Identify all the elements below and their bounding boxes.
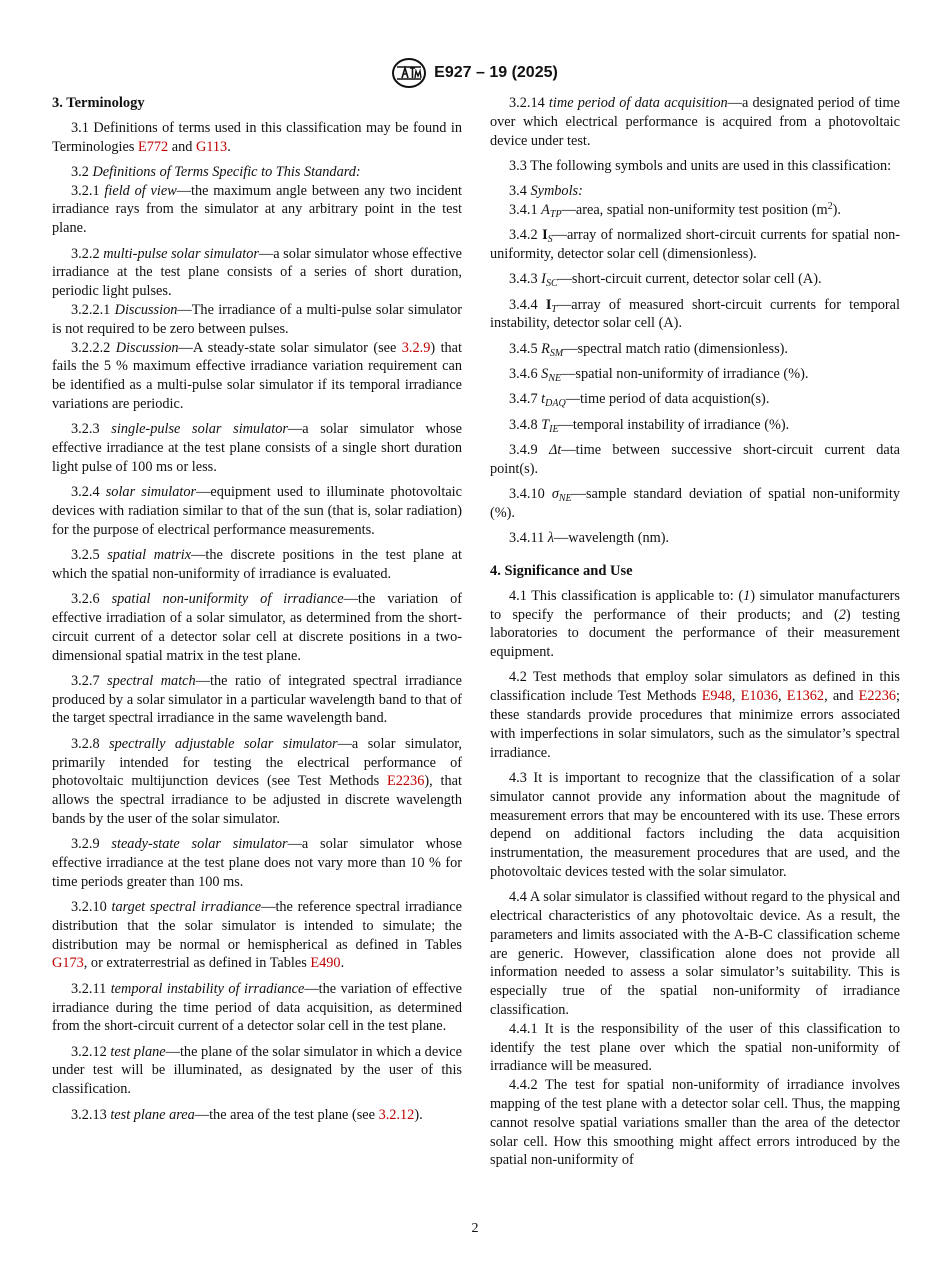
paragraph-3-2-3: 3.2.3 single-pulse solar simulator—a solar simulator whose effective irradiance at the test plane consists of a single short duration light pulse of 100 ms or less.	[52, 421, 462, 475]
symbol-3-4-9: 3.4.9 Δt—time between successive short-circuit current data point(s).	[490, 441, 901, 477]
paragraph-3-2-8: 3.2.8 spectrally adjustable solar simulator—a solar simulator, primarily intended for testing the electrical performance of photovoltaic multijunction devices (see Test Methods E2236), that allows the spectral irradiance to be adjusted in discrete wavelength bands by the user of the solar simulator.	[52, 735, 462, 827]
paragraph-3-2-2: 3.2.2 multi-pulse solar simulator—a solar simulator whose effective irradiance at the test plane consists of a series of short duration, periodic light pulses.	[52, 245, 462, 300]
symbol-3-4-1: 3.4.1 $A_{TP}—area$, spatial non-uniformity test position $(m^2)$.	[509, 200, 841, 220]
link-e1036[interactable]: E1036	[740, 688, 778, 705]
right-column	[490, 94, 900, 1170]
section-heading-terminology: 3. Terminology	[52, 95, 145, 111]
page-header	[0, 58, 950, 93]
paragraph-3-3: 3.3 The following symbols and units are used in this classification:	[509, 157, 892, 174]
paragraph-3-2-7: 3.2.7 spectral match—the ratio of integrated spectral irradiance produced by a solar simulator in a particular wavelength band to that of the target spectral irradiance in the same wavelength band.	[52, 672, 463, 727]
link-g173[interactable]: G173	[52, 955, 84, 972]
symbol-3-4-2: 3.4.2 $I_S—array$ of normalized short-circuit currents for spatial non-uniformity, detector solar cell (dimensionless).	[490, 227, 900, 263]
paragraph-3-2-5: 3.2.5 spatial matrix—the discrete positions in the test plane at which the spatial non-uniformity of irradiance is evaluated.	[52, 547, 463, 582]
link-e948[interactable]: E948	[701, 688, 732, 705]
symbol-3-4-6: 3.4.6 $S_{NE}—spatial$ non-uniformity of irradiance (%).	[509, 366, 809, 385]
link-3-2-12[interactable]: 3.2.12	[378, 1106, 415, 1123]
paragraph-3-2-6: 3.2.6 spatial non-uniformity of irradiance—the variation of effective irradiation of a solar simulator, as determined from the short-circuit current of a detector solar cell at discrete positions in a two-dimensional spatial matrix in the test plane.	[52, 591, 463, 664]
paragraph-3-1: 3.1 Definitions of terms used in this classification may be found in Terminologies E772 and G113.	[52, 119, 462, 155]
symbol-3-4-5: 3.4.5 $R_{SM}—spectral$ match ratio (dimensionless).	[509, 340, 788, 359]
document-id: E927 – 19 (2025)	[434, 64, 558, 81]
symbol-3-4-10: 3.4.10 $\sigma_{NE}—sample$ standard deviation of spatial non-uniformity (%).	[490, 486, 900, 521]
paragraph-3-2-12: 3.2.12 test plane—the plane of the solar simulator in which a device under test will be illuminated, as designated by the user of this classification.	[52, 1043, 462, 1098]
link-g113[interactable]: G113	[195, 138, 228, 155]
symbol-3-4-4: 3.4.4 $I_T—array$ of measured short-circuit currents for temporal instability, detector solar cell (A).	[490, 296, 900, 332]
paragraph-3-2-13: 3.2.13 test plane area—the area of the test plane (see 3.2.12).	[71, 1106, 423, 1123]
paragraph-3-2-4: 3.2.4 solar simulator—equipment used to illuminate photovoltaic devices with radiation similar to that of the sun (that is, solar radiation) for the purpose of electrical performance measurements.	[52, 484, 462, 538]
paragraph-4-1: 4.1 This classification is applicable to: (1) simulator manufacturers to specify the performance of their products; and (2) testing laboratories to document the performance of their measurement equipment.	[490, 587, 900, 661]
symbol-3-4-3: 3.4.3 $I_{SC}—short$-circuit current, detector solar cell (A).	[509, 271, 822, 290]
paragraph-3-2: 3.2 Definitions of Terms Specific to This Standard:	[71, 163, 361, 180]
symbol-3-4-8: 3.4.8 $T_{IE}—temporal$ instability of irradiance (%).	[509, 416, 790, 435]
page-number: 2	[471, 1221, 479, 1236]
paragraph-3-2-9: 3.2.9 steady-state solar simulator—a solar simulator whose effective irradiance at the test plane does not vary more than 10 % for time periods greater than 100 ms.	[52, 836, 462, 890]
link-e2236[interactable]: E2236	[387, 773, 425, 790]
paragraph-4-2: 4.2 Test methods that employ solar simulators as defined in this classification include Test Methods E948, E1036, E1362, and E2236; these standards provide procedures that minimize errors associated with imperfections in solar simulators, such as the simulator’s spectral irradiance.	[490, 669, 900, 761]
paragraph-3-4: 3.4 Symbols:	[509, 183, 583, 200]
link-e1362[interactable]: E1362	[786, 688, 825, 705]
symbol-3-4-11: 3.4.11 λ—wavelength (nm).	[509, 530, 670, 547]
link-e2236-b[interactable]: E2236	[858, 688, 896, 705]
astm-logo-icon	[392, 58, 426, 88]
link-3-2-9[interactable]: 3.2.9	[401, 339, 431, 356]
paragraph-3-2-1: 3.2.1 field of view—the maximum angle between any two incident irradiance rays from the simulator at any arbitrary point in the test plane.	[52, 182, 462, 237]
paragraph-3-2-10: 3.2.10 target spectral irradiance—the reference spectral irradiance distribution that the solar simulator is intended to simulate; the distribution may be normal or hemispherical as defined in Tables G173, or extraterrestrial as defined in Tables E490.	[52, 899, 463, 972]
link-e772[interactable]: E772	[137, 138, 169, 155]
left-column	[52, 94, 462, 1131]
paragraph-3-2-2-1: 3.2.2.1 Discussion—The irradiance of a multi-pulse solar simulator is not required to be zero between pulses.	[52, 301, 463, 337]
paragraph-3-2-14: 3.2.14 time period of data acquisition—a designated period of time over which electrical performance is acquired from a photovoltaic device under test.	[490, 95, 900, 149]
symbol-3-4-7: 3.4.7 $t_{DAQ}—time$ period of data acquistion(s).	[509, 391, 770, 410]
paragraph-4-3: 4.3 It is important to recognize that the classification of a solar simulator cannot provide any information about the magnitude of measurement errors that may be encountered with its use. These errors depend on additional factors including the data acquisition instrumentation, the measurement procedures that are used, and the photovoltaic devices tested with the solar simulator.	[490, 769, 900, 880]
paragraph-4-4-1: 4.4.1 It is the responsibility of the user of this classification to identify the test plane over which the spatial non-uniformity of irradiance will be measured.	[490, 1020, 900, 1075]
paragraph-3-2-2-2: 3.2.2.2 Discussion—A steady-state solar simulator (see 3.2.9) that fails the 5 % maximum effective irradiance variation requirement can be identified as a multi-pulse solar simulator if its temporal irradiance variations are periodic.	[52, 339, 463, 412]
paragraph-4-4: 4.4 A solar simulator is classified without regard to the physical and electrical characteristics of any photovoltaic device. As a result, the parameters and limits associated with the A-B-C classification scheme are generic. However, classification alone does not provide all information needed to assess a solar simulator’s suitability. This is especially true of the spatial non-uniformity of irradiance classification.	[490, 889, 900, 1018]
paragraph-4-4-2: 4.4.2 The test for spatial non-uniformity of irradiance involves mapping of the test plane with a detector solar cell. Thus, the mapping cannot resolve spatial variations smaller than the area of the detector solar cell. How this smoothing might affect errors introduced by the spatial non-uniformity of	[490, 1077, 900, 1169]
paragraph-3-2-11: 3.2.11 temporal instability of irradiance—the variation of effective irradiance during the time period of data acquisition, as determined from the short-circuit current of a detector solar cell in the test plane.	[52, 980, 462, 1035]
link-e490[interactable]: E490	[310, 955, 341, 972]
section-heading-significance: 4. Significance and Use	[490, 562, 633, 579]
